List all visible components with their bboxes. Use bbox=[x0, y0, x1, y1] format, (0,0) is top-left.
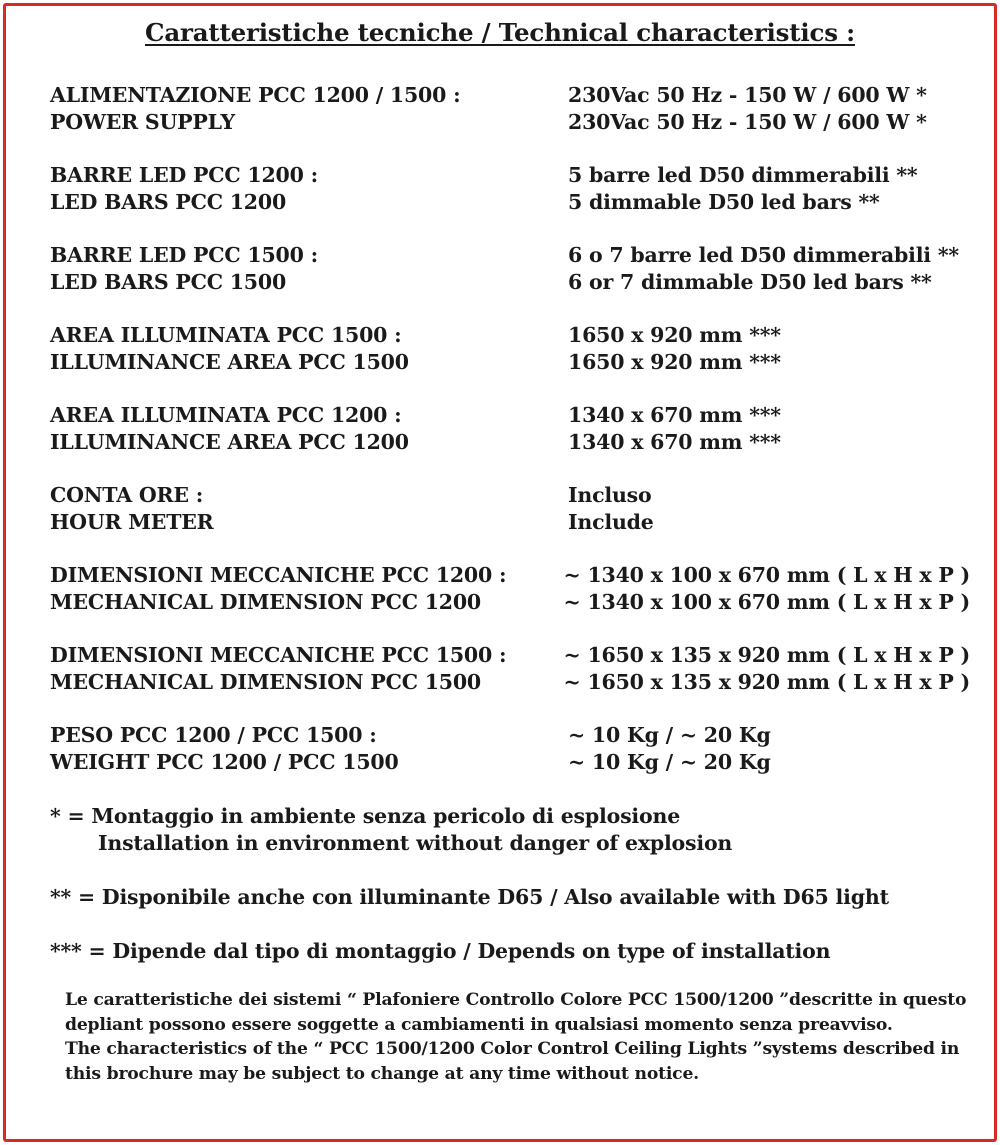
spec-value: ~ 10 Kg / ~ 20 Kg bbox=[568, 750, 771, 774]
spec-value: 1650 x 920 mm *** bbox=[568, 350, 781, 374]
spec-label: AREA ILLUMINATA PCC 1500 : bbox=[50, 323, 402, 347]
spec-row-en bbox=[50, 349, 970, 376]
spec-value: 1340 x 670 mm *** bbox=[568, 430, 781, 454]
spec-row-en bbox=[50, 589, 970, 616]
spec-value: 1340 x 670 mm *** bbox=[568, 403, 781, 427]
spec-led-bars-1500 bbox=[50, 242, 970, 322]
disclaimer bbox=[65, 988, 965, 1086]
spec-power-supply bbox=[50, 82, 970, 162]
spec-value: 5 dimmable D50 led bars ** bbox=[568, 190, 880, 214]
spec-illuminated-area-1200 bbox=[50, 402, 970, 482]
page-title: Caratteristiche tecniche / Technical characteristics : bbox=[145, 18, 855, 47]
disclaimer-line: Le caratteristiche dei sistemi “ Plafoniere Controllo Colore PCC 1500/1200 ”descritte in questo bbox=[65, 990, 967, 1010]
spec-row-en bbox=[50, 189, 970, 216]
spec-value: 230Vac 50 Hz - 150 W / 600 W * bbox=[568, 110, 927, 134]
spec-row-en bbox=[50, 669, 970, 696]
footnote-line: *** = Dipende dal tipo di montaggio / Depends on type of installation bbox=[50, 939, 831, 963]
spec-label: ILLUMINANCE AREA PCC 1500 bbox=[50, 350, 409, 374]
spec-value: 6 or 7 dimmable D50 led bars ** bbox=[568, 270, 932, 294]
spec-row-it bbox=[50, 642, 970, 669]
spec-row-en bbox=[50, 109, 970, 136]
footnote-line: ** = Disponibile anche con illuminante D65 / Also available with D65 light bbox=[50, 885, 889, 909]
spec-row-en bbox=[50, 509, 970, 536]
spec-value: 1650 x 920 mm *** bbox=[568, 323, 781, 347]
spec-label: AREA ILLUMINATA PCC 1200 : bbox=[50, 403, 402, 427]
spec-value: 6 o 7 barre led D50 dimmerabili ** bbox=[568, 243, 959, 267]
disclaimer-line: this brochure may be subject to change at any time without notice. bbox=[65, 1063, 699, 1084]
spec-hour-meter bbox=[50, 482, 970, 562]
spec-row-it bbox=[50, 562, 970, 589]
spec-row-it bbox=[50, 482, 970, 509]
spec-row-it bbox=[50, 722, 970, 749]
spec-led-bars-1200 bbox=[50, 162, 970, 242]
spec-row-en bbox=[50, 269, 970, 296]
spec-label: WEIGHT PCC 1200 / PCC 1500 bbox=[50, 750, 399, 774]
spec-label: LED BARS PCC 1200 bbox=[50, 190, 287, 214]
spec-row-it bbox=[50, 322, 970, 349]
spec-row-it bbox=[50, 82, 970, 109]
spec-value: ~ 1650 x 135 x 920 mm ( L x H x P ) bbox=[563, 670, 970, 694]
spec-value: 5 barre led D50 dimmerabili ** bbox=[568, 163, 918, 187]
spec-value: ~ 1340 x 100 x 670 mm ( L x H x P ) bbox=[563, 590, 970, 614]
spec-label: MECHANICAL DIMENSION PCC 1500 bbox=[50, 670, 481, 694]
spec-label: ILLUMINANCE AREA PCC 1200 bbox=[50, 430, 409, 454]
spec-row-en bbox=[50, 749, 970, 776]
spec-label: DIMENSIONI MECCANICHE PCC 1200 : bbox=[50, 563, 507, 587]
spec-value: Incluso bbox=[568, 483, 652, 507]
spec-value: ~ 1650 x 135 x 920 mm ( L x H x P ) bbox=[563, 643, 970, 667]
footnotes bbox=[50, 803, 970, 965]
spec-label: ALIMENTAZIONE PCC 1200 / 1500 : bbox=[50, 83, 461, 107]
spec-label: MECHANICAL DIMENSION PCC 1200 bbox=[50, 590, 481, 614]
footnote-line: * = Montaggio in ambiente senza pericolo di esplosione bbox=[50, 804, 681, 828]
spec-value: 230Vac 50 Hz - 150 W / 600 W * bbox=[568, 83, 927, 107]
spec-row-it bbox=[50, 162, 970, 189]
spec-row-it bbox=[50, 242, 970, 269]
spec-row-en bbox=[50, 429, 970, 456]
spec-label: BARRE LED PCC 1500 : bbox=[50, 243, 318, 267]
spec-illuminated-area-1500 bbox=[50, 322, 970, 402]
spec-label: POWER SUPPLY bbox=[50, 110, 235, 134]
spec-value: ~ 1340 x 100 x 670 mm ( L x H x P ) bbox=[563, 563, 970, 587]
spec-row-it bbox=[50, 402, 970, 429]
spec-label: LED BARS PCC 1500 bbox=[50, 270, 287, 294]
spec-dimensions-1200 bbox=[50, 562, 970, 642]
spec-dimensions-1500 bbox=[50, 642, 970, 722]
spec-table bbox=[50, 82, 970, 802]
spec-label: PESO PCC 1200 / PCC 1500 : bbox=[50, 723, 377, 747]
spec-value: ~ 10 Kg / ~ 20 Kg bbox=[568, 723, 771, 747]
footnote-d65 bbox=[50, 884, 970, 938]
disclaimer-line: depliant possono essere soggette a cambiamenti in qualsiasi momento senza preavviso. bbox=[65, 1014, 893, 1035]
footnote-line: Installation in environment without danger of explosion bbox=[98, 831, 733, 855]
spec-label: CONTA ORE : bbox=[50, 483, 204, 507]
spec-label: HOUR METER bbox=[50, 510, 214, 534]
spec-value: Include bbox=[568, 510, 654, 534]
spec-label: DIMENSIONI MECCANICHE PCC 1500 : bbox=[50, 643, 507, 667]
footnote-explosion bbox=[50, 803, 970, 884]
disclaimer-line: The characteristics of the “ PCC 1500/1200 Color Control Ceiling Lights ”systems described in bbox=[65, 1039, 960, 1059]
spec-label: BARRE LED PCC 1200 : bbox=[50, 163, 318, 187]
spec-weight bbox=[50, 722, 970, 802]
footnote-installation bbox=[50, 938, 970, 965]
